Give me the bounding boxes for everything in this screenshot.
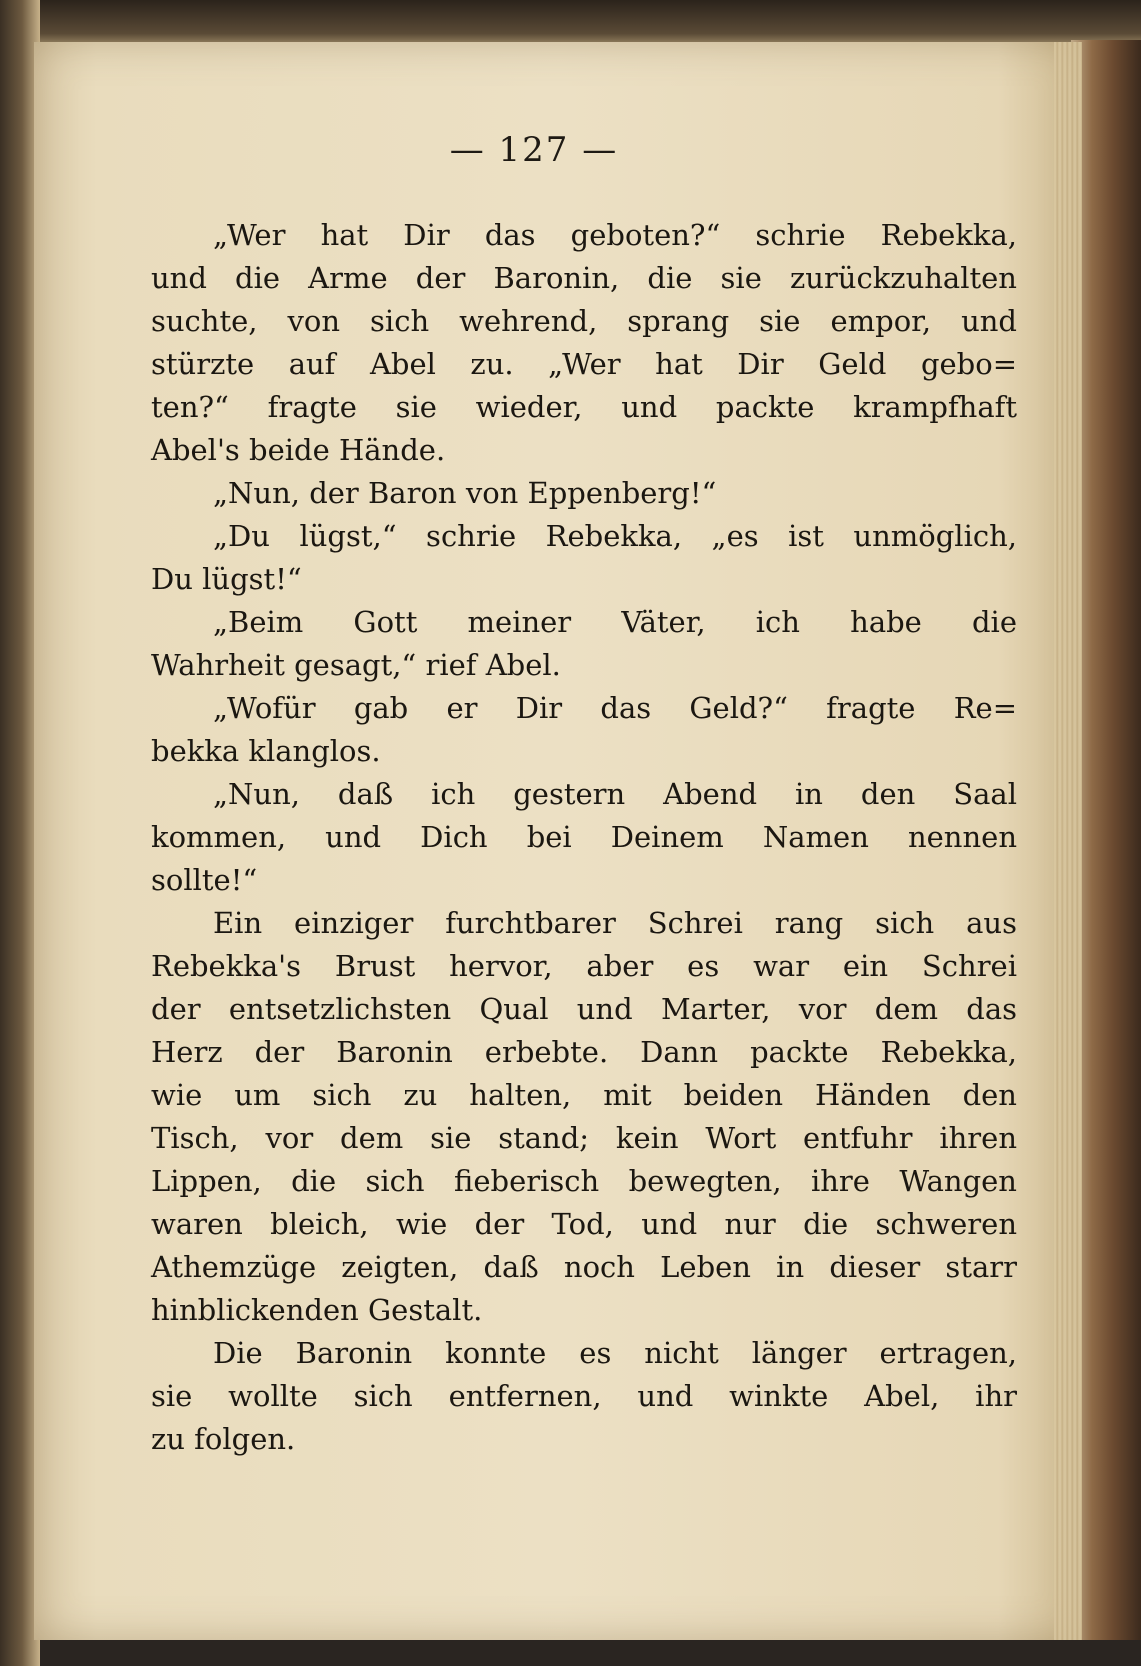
text-line: Ein einziger furchtbarer Schrei rang sich aus: [213, 906, 1017, 940]
page-number: — 127 —: [449, 130, 619, 170]
text-line: Die Baronin konnte es nicht länger ertragen,: [213, 1336, 1017, 1370]
text-line: „Wofür gab er Dir das Geld?“ fragte Re=: [213, 691, 1017, 725]
text-line: stürzte auf Abel zu. „Wer hat Dir Geld gebo=: [151, 347, 1017, 381]
text-line: Abel's beide Hände.: [151, 433, 446, 467]
text-line: sie wollte sich entfernen, und winkte Abel, ihr: [151, 1379, 1017, 1413]
text-line: „Nun, daß ich gestern Abend in den Saal: [213, 777, 1017, 811]
text-line: sollte!“: [151, 863, 258, 897]
text-line: kommen, und Dich bei Deinem Namen nennen: [151, 820, 1017, 854]
book-page: [34, 42, 1082, 1640]
text-line: Du lügst!“: [151, 562, 302, 596]
text-line: ten?“ fragte sie wieder, und packte krampfhaft: [151, 390, 1017, 424]
text-line: wie um sich zu halten, mit beiden Händen den: [151, 1078, 1017, 1112]
text-line: Athemzüge zeigten, daß noch Leben in dieser starr: [151, 1250, 1017, 1284]
text-line: „Wer hat Dir das geboten?“ schrie Rebekka,: [213, 218, 1017, 252]
text-line: Wahrheit gesagt,“ rief Abel.: [151, 648, 561, 682]
text-line: „Du lügst,“ schrie Rebekka, „es ist unmöglich,: [213, 519, 1017, 553]
text-line: der entsetzlichsten Qual und Marter, vor dem das: [151, 992, 1017, 1026]
text-line: zu folgen.: [151, 1422, 296, 1456]
text-line: bekka klanglos.: [151, 734, 381, 768]
text-line: und die Arme der Baronin, die sie zurückzuhalten: [151, 261, 1017, 295]
text-line: „Beim Gott meiner Väter, ich habe die: [213, 605, 1017, 639]
page-edge-stack: [1054, 42, 1082, 1640]
text-line: hinblickenden Gestalt.: [151, 1293, 483, 1327]
text-line: waren bleich, wie der Tod, und nur die schweren: [151, 1207, 1017, 1241]
text-line: „Nun, der Baron von Eppenberg!“: [213, 476, 717, 510]
text-line: Lippen, die sich fieberisch bewegten, ihre Wangen: [151, 1164, 1017, 1198]
text-line: Tisch, vor dem sie stand; kein Wort entfuhr ihren: [151, 1121, 1017, 1155]
text-line: suchte, von sich wehrend, sprang sie empor, und: [151, 304, 1017, 338]
book-binding-top: [0, 0, 1141, 48]
text-line: Herz der Baronin erbebte. Dann packte Rebekka,: [151, 1035, 1017, 1069]
body-text: [151, 214, 1017, 1461]
text-line: Rebekka's Brust hervor, aber es war ein Schrei: [151, 949, 1017, 983]
